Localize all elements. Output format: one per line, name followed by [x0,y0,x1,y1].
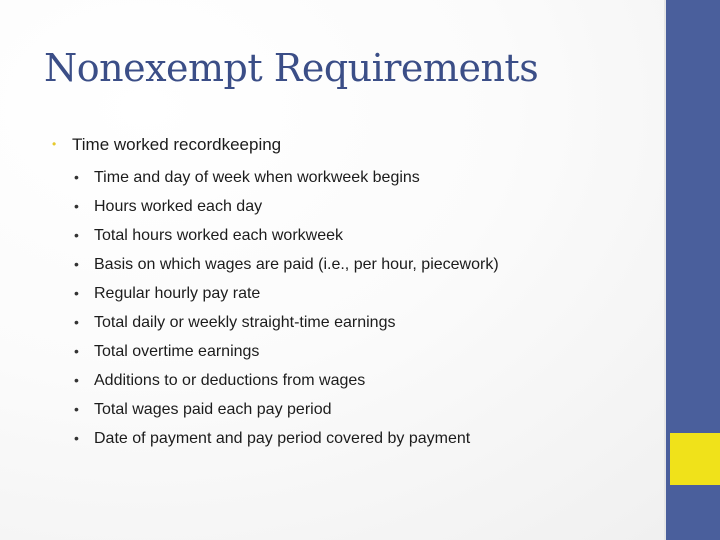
slide-content [52,134,652,453]
bullet-dot-icon: • [74,401,79,417]
sub-bullet-list [52,163,652,453]
bullet-dot-icon: • [74,285,79,301]
list-item: • Date of payment and pay period covered by payment [52,424,652,453]
slide-title: Nonexempt Requirements [44,46,539,90]
bullet-dot-icon: • [74,343,79,359]
list-item: • Time and day of week when workweek begins [52,163,652,192]
bullet-dot-icon: • [74,372,79,388]
bullet-dot-icon: • [74,256,79,272]
bullet-dot-icon: • [74,314,79,330]
bullet-dot-icon: • [74,227,79,243]
list-item: • Total overtime earnings [52,337,652,366]
list-item: • Total daily or weekly straight-time earnings [52,308,652,337]
list-item: • Additions to or deductions from wages [52,366,652,395]
accent-block [670,433,720,485]
main-bullet [52,134,652,157]
list-item: • Total hours worked each workweek [52,221,652,250]
list-item: • Total wages paid each pay period [52,395,652,424]
main-bullet-text: Time worked recordkeeping [72,135,282,154]
bullet-dot-icon: • [74,198,79,214]
bullet-dot-icon: • [52,137,57,151]
list-item: • Basis on which wages are paid (i.e., per hour, piecework) [52,250,652,279]
bullet-dot-icon: • [74,169,79,185]
bullet-dot-icon: • [74,430,79,446]
list-item: • Hours worked each day [52,192,652,221]
list-item: • Regular hourly pay rate [52,279,652,308]
